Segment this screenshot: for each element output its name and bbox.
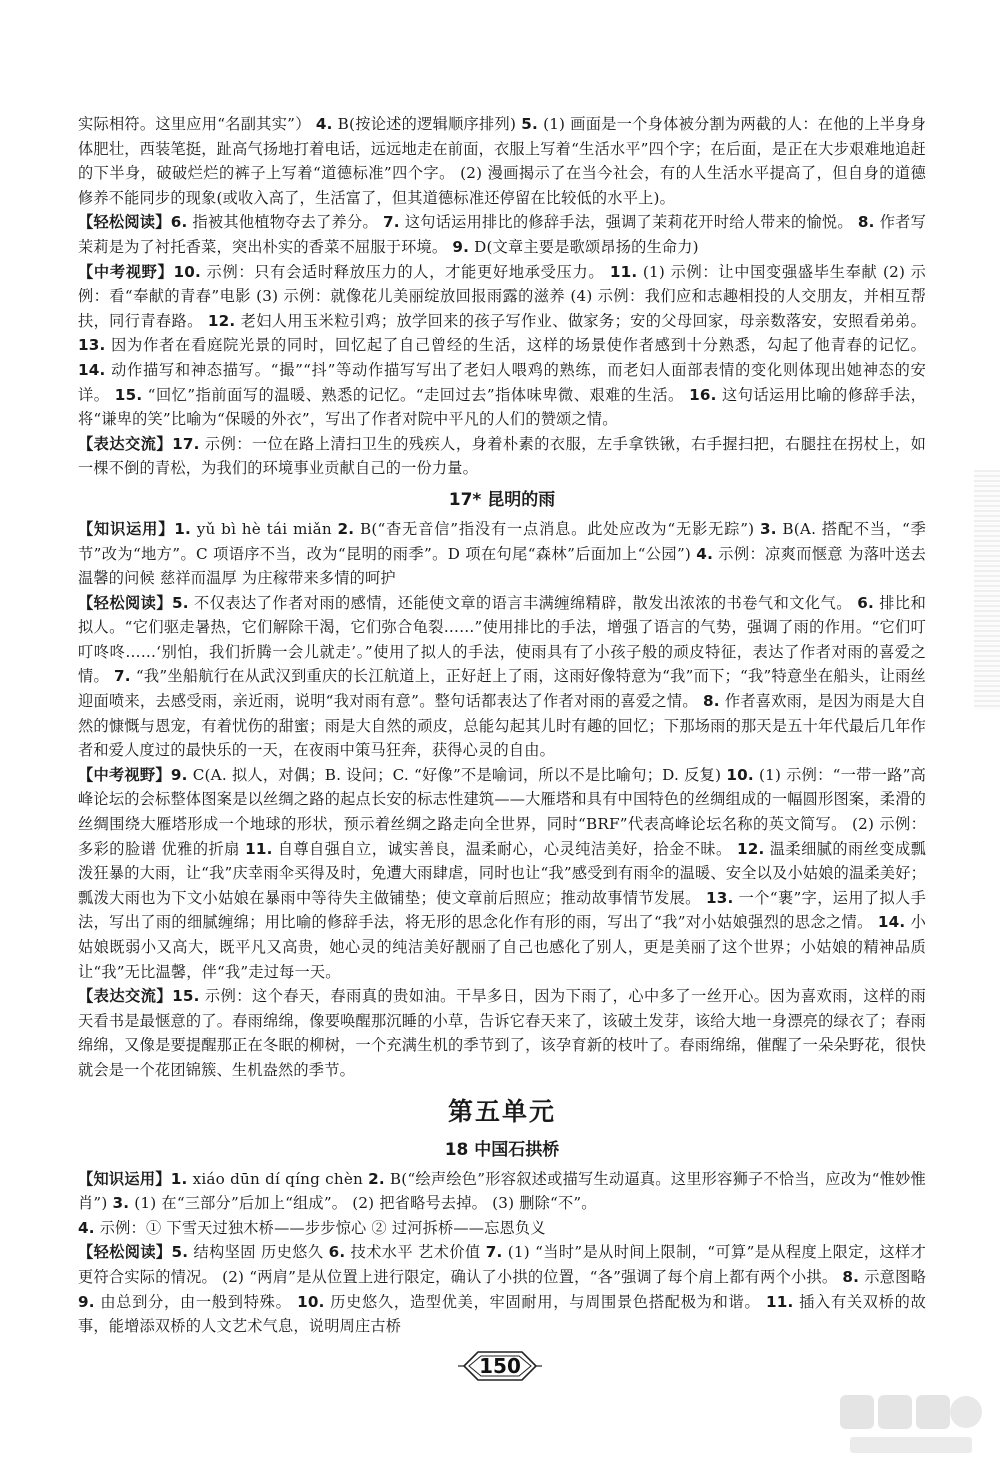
answer-text: 由总到分，由一般到特殊。 [94, 1292, 292, 1311]
answer-text: B(按论述的逻辑顺序排列) [332, 115, 517, 133]
answer-text: 因为作者在看庭院光景的同时，回忆起了自己曾经的生活，这样的场景使作者感到十分熟悉，勾起了他青春的记忆。 [105, 336, 926, 355]
section-tag: 【中考视野】 [78, 262, 174, 281]
question-number: 7. [382, 213, 400, 232]
question-number: 4. [78, 1218, 95, 1237]
question-number: 11. [245, 839, 273, 858]
answer-text: C(A. 拟人，对偶；B. 设问；C. “好像”不是喻词，所以不是比喻句；D. 反复) [187, 765, 727, 784]
question-number: 13. [78, 336, 106, 355]
section-tag: 【知识运用】 [78, 1169, 171, 1188]
answer-text: 不仅表达了作者对雨的感情，还能使文章的语言丰满缠绵精辟，散发出浓浓的书卷气和文化气。 [188, 593, 852, 612]
answer-text: 温柔细腻的雨丝变成瓢泼狂暴的大雨，让“我”庆幸雨伞买得及时，免遭大雨肆虐，同时也让“我”感受到有雨伞的温暖、安全以及小姑娘的温柔美好；瓢泼大雨也为下文小姑娘在暴雨中等待失主做铺垫；使文章前后照应；推动故事情节发展。 [78, 839, 926, 907]
section-tag: 【知识运用】 [78, 519, 175, 538]
paragraph-expression [78, 432, 926, 481]
question-number: 8. [857, 213, 875, 232]
question-number: 9. [78, 1292, 95, 1311]
question-number: 10. [726, 765, 754, 784]
question-number: 9. [452, 237, 470, 256]
paragraph-easy-reading [78, 1240, 926, 1338]
paragraph-knowledge-cont [78, 1216, 926, 1241]
answer-text: (1) 画面是一个身体被分割为两截的人：在他的上半身身体肥壮，西装笔挺，趾高气扬地打着电话，远远地走在前面，衣服上写着“生活水平”四个字；在后面，是正在大步艰难地追赶的下半身，破破烂烂的裤子上写着“道德标准”四个字。 (2) 漫画揭示了在当今社会，有的人生活水平提高了，但自身的道德修养不能同步的现象(或收入高了，生活富了，但其道德标准还停留在比较低的水平上)。 [78, 115, 927, 207]
scan-edge-artifact [974, 470, 1000, 710]
answer-text: B(A. 搭配不当，“季节”改为“地方”。C 项语序不当，改为“昆明的雨季”。D 项在句尾“森林”后面加上“公园”) [78, 519, 927, 563]
paragraph-easy-reading [78, 210, 926, 259]
question-number: 8. [702, 692, 720, 711]
question-number: 12. [736, 839, 765, 858]
answer-text: 自尊自强自立，诚实善良，温柔耐心，心灵纯洁美好，拾金不昧。 [272, 839, 732, 858]
question-number: 10. [297, 1292, 325, 1311]
question-number: 17. [172, 434, 200, 453]
unit-title: 第五单元 [447, 1096, 556, 1126]
question-number: 12. [207, 311, 236, 330]
section-tag: 【轻松阅读】 [78, 593, 172, 612]
question-number: 1. [174, 519, 192, 538]
answer-text: (1) 示例：“一带一路”高峰论坛的会标整体图案是以丝绸之路的起点长安的标志性建筑——大雁塔和具有中国特色的丝绸组成的一幅圆形图案，柔滑的丝绸围绕大雁塔形成一个地球的形状，预示着丝绸之路走向全世界，同时“BRF”代表高峰论坛名称的英文简写。 (2) 示例：多彩的脸谱 优雅的折扇 [78, 765, 927, 858]
answer-text: “我”坐船航行在从武汉到重庆的长江航道上，正好赶上了雨，这雨好像特意为“我”而下；“我”特意坐在船头，让雨丝迎面喷来，去感受雨，亲近雨，说明“我对雨有意”。整句话都表达了作者对雨的喜爱之情。 [78, 667, 926, 711]
answer-text: 示意图略 [859, 1267, 927, 1286]
paragraph-exam-view [78, 763, 926, 984]
question-number: 9. [170, 765, 188, 784]
page-number-badge [458, 1346, 542, 1386]
answer-text: 这句话运用比喻的修辞手法，将“谦卑的笑”比喻为“保暖的外衣”，写出了作者对院中平凡的人们的赞颂之情。 [78, 385, 926, 429]
answer-text: xiáo dūn dí qíng chèn [187, 1169, 369, 1188]
question-number: 15. [114, 385, 143, 404]
answer-text: yǔ bì hè tái miǎn [191, 519, 338, 538]
answer-text: B(“杳无音信”指没有一点消息。此处应改为“无影无踪”) [354, 519, 760, 538]
answer-text: D(文章主要是歌颂昂扬的生命力) [469, 237, 699, 256]
section-tag: 【表达交流】 [78, 434, 173, 453]
paragraph-knowledge [78, 1167, 926, 1216]
answer-text: 作者喜欢雨，是因为雨是大自然的慷慨与恩宠，有着忧伤的甜蜜；雨是大自然的顽皮，总能勾起其儿时有趣的回忆；下那场雨的那天是五十年代最后几年作者和爱人度过的最快乐的一天，在夜雨中策马狂奔，获得心灵的自由。 [78, 692, 926, 760]
answer-text: 历史悠久，造型优美，牢固耐用，与周围景色搭配极为和谐。 [324, 1292, 761, 1311]
answer-text: (1) 在“三部分”后加上“组成”。 (2) 把省略号去掉。 (3) 删除“不”。 [129, 1194, 597, 1213]
answer-text: 示例：一位在路上清扫卫生的残疾人，身着朴素的衣服，左手拿铁锹，右手握扫把，右腿拄在拐杖上，如一棵不倒的青松，为我们的环境事业贡献自己的一份力量。 [78, 434, 926, 478]
answer-text: 插入有关双桥的故事，能增添双桥的人文艺术气息，说明周庄古桥 [78, 1292, 926, 1336]
answer-text: 小姑娘既弱小又高大，既平凡又高贵，她心灵的纯洁美好靓丽了自己也感化了别人，更是美丽了这个世界；小姑娘的精神品质让“我”无比温馨，伴“我”走过每一天。 [78, 913, 927, 981]
question-number: 14. [877, 913, 906, 932]
answer-text: 结构坚固 历史悠久 [188, 1243, 329, 1262]
section-tag: 【轻松阅读】 [78, 213, 171, 232]
answer-text: 指被其他植物夺去了养分。 [187, 213, 378, 232]
section-tag: 【中考视野】 [78, 765, 171, 784]
answer-text: 技术水平 艺术价值 [345, 1243, 486, 1262]
answer-text: 这句话运用排比的修辞手法，强调了茉莉花开时给人带来的愉悦。 [399, 213, 853, 232]
question-number: 6. [170, 213, 188, 232]
paragraph-easy-reading [78, 591, 926, 763]
question-number: 4. [315, 115, 333, 133]
watermark-logo [836, 1389, 986, 1459]
question-number: 7. [114, 667, 131, 686]
answer-text: 老妇人用玉米粒引鸡；放学回来的孩子写作业、做家务；安的父母回家，母亲数落安，安照看弟弟。 [235, 311, 927, 330]
answer-text: 作者写茉莉是为了衬托香菜，突出朴实的香菜不屈服于环境。 [78, 213, 926, 256]
question-number: 10. [173, 262, 201, 281]
question-number: 6. [857, 593, 874, 612]
answer-text: 一个“裹”字，运用了拟人手法，写出了雨的细腻缠绵；用比喻的修辞手法，将无形的思念化作有形的雨，写出了“我”对小姑娘强烈的思念之情。 [78, 888, 927, 932]
paragraph-knowledge [78, 517, 926, 591]
question-number: 3. [759, 519, 777, 538]
page-number: 150 [479, 1354, 521, 1378]
question-number: 14. [78, 360, 106, 379]
question-number: 2. [368, 1169, 385, 1188]
question-number: 7. [485, 1243, 503, 1262]
section-tag: 【表达交流】 [78, 987, 173, 1006]
question-number: 2. [337, 519, 355, 538]
question-number: 11. [609, 262, 638, 281]
question-number: 5. [521, 115, 538, 133]
paragraph-expression [78, 984, 926, 1082]
answer-text: 示例：这个春天，春雨真的贵如油。干旱多日，因为下雨了，心中多了一丝开心。因为喜欢雨，这样的雨天看书是最惬意的了。春雨绵绵，像要唤醒那沉睡的小草，告诉它春天来了，该破土发芽，该给大地一身漂亮的绿衣了；春雨绵绵，又像是要提醒那正在冬眠的柳树，一个充满生机的季节到了，该孕育新的枝叶了。春雨绵绵，催醒了一朵朵野花，很快就会是一个花团锦簇、生机盎然的季节。 [78, 987, 926, 1079]
question-number: 11. [765, 1292, 794, 1311]
answer-text: 排比和拟人。“它们驱走暑热，它们解除干渴，它们弥合龟裂……”使用排比的手法，增强了语言的气势，强调了雨的作用。“它们叮叮咚咚……‘别怕，我们折腾一会儿就走’。”使用了拟人的手法，使雨具有了小孩子般的顽皮特征，表达了作者对雨的喜爱之情。 [78, 593, 926, 686]
lesson-title-17: 17* 昆明的雨 [448, 489, 556, 510]
text-run: 实际相符。这里应用“名副其实”） [78, 115, 311, 133]
paragraph-continuation [78, 112, 926, 210]
question-number: 3. [112, 1194, 130, 1213]
question-number: 6. [328, 1243, 346, 1262]
question-number: 5. [171, 1243, 189, 1262]
answer-text: 示例：① 下雪天过独木桥——步步惊心 ② 过河拆桥——忘恩负义 [94, 1218, 546, 1237]
question-number: 4. [696, 544, 714, 563]
answer-text: “回忆”指前面写的温暖、熟悉的记忆。“走回过去”指体味卑微、艰难的生活。 [142, 385, 684, 404]
watermark-logo-icon [836, 1389, 986, 1459]
question-number: 15. [172, 987, 200, 1006]
answer-text: B(“绘声绘色”形容叙述或描写生动逼真。这里形容狮子不恰当，应改为“惟妙惟肖”) [78, 1169, 926, 1213]
question-number: 8. [842, 1267, 860, 1286]
answer-text: (1) “当时”是从时间上限制，“可算”是从程度上限定，这样才更符合实际的情况。 (2) “两肩”是从位置上进行限定，确认了小拱的位置，“各”强调了每个肩上都有两个小拱。 [78, 1243, 927, 1286]
question-number: 5. [171, 593, 189, 612]
paragraph-exam-view [78, 260, 926, 432]
question-number: 1. [170, 1169, 188, 1188]
answer-text: (1) 示例：让中国变强盛毕生奉献 (2) 示例：看“奉献的青春”电影 (3) 示例：就像花儿美丽绽放回报雨露的滋养 (4) 示例：我们应和志趣相投的人交朋友，并相互帮扶，同行青春路。 [78, 262, 927, 330]
answer-text: 示例：只有会适时释放压力的人，才能更好地承受压力。 [200, 262, 605, 281]
answer-text: 动作描写和神态描写。“撮”“抖”等动作描写写出了老妇人喂鸡的熟练，而老妇人面部表情的变化则体现出她神态的安详。 [78, 360, 926, 404]
question-number: 16. [689, 385, 717, 404]
lesson-title-18: 18 中国石拱桥 [444, 1139, 560, 1160]
question-number: 13. [705, 888, 734, 907]
answer-text: 示例：凉爽而惬意 为落叶送去温馨的问候 慈祥而温厚 为庄稼带来多情的呵护 [78, 544, 927, 588]
answer-page [78, 112, 926, 1339]
section-tag: 【轻松阅读】 [78, 1243, 172, 1262]
